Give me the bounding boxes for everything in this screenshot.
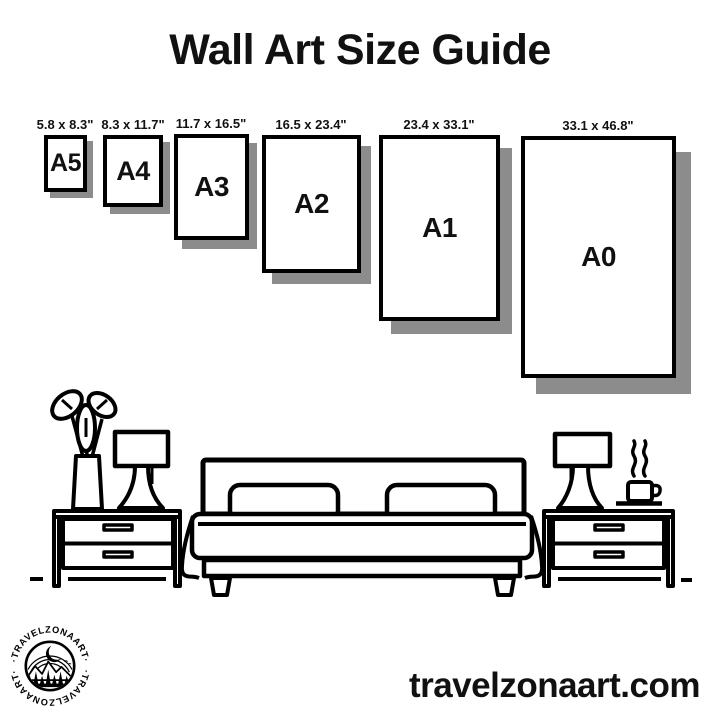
- brand-logo: [6, 620, 94, 712]
- drawer-handle-icon: [595, 525, 623, 530]
- size-letter-a2: A2: [294, 188, 329, 219]
- size-letter-a4: A4: [116, 155, 150, 186]
- size-letter-a0: A0: [581, 241, 616, 272]
- bed-icon: [182, 460, 542, 595]
- drawer-handle-icon: [104, 552, 132, 557]
- table-lamp-left-icon: [115, 432, 168, 508]
- size-dimension-label-a3: 11.7 x 16.5": [175, 116, 247, 131]
- size-dimension-label-a0: 33.1 x 46.8": [562, 118, 634, 133]
- vase-icon: [73, 456, 102, 509]
- floor-line: [30, 579, 692, 580]
- drawer-handle-icon: [104, 525, 132, 530]
- steam-icon: [633, 441, 636, 476]
- size-dimension-label-a1: 23.4 x 33.1": [403, 117, 475, 132]
- coffee-cup-icon: [616, 441, 662, 504]
- page-title: Wall Art Size Guide: [169, 26, 551, 74]
- logo-arc-text-top: ·TRAVELZONAART·: [8, 624, 92, 663]
- size-dimension-label-a4: 8.3 x 11.7": [101, 117, 165, 132]
- logo-arc-text-bottom: ·TRAVELZONAART·: [8, 669, 92, 708]
- bed-base-icon: [204, 560, 520, 576]
- table-lamp-right-icon: [555, 434, 610, 508]
- size-dimension-label-a5: 5.8 x 8.3": [36, 117, 94, 132]
- bed-leg-icon: [495, 578, 514, 595]
- bed-leg-icon: [211, 578, 230, 595]
- size-dimension-label-a2: 16.5 x 23.4": [275, 117, 347, 132]
- size-letter-a5: A5: [50, 149, 81, 177]
- drawer-handle-icon: [595, 552, 623, 557]
- size-letter-a1: A1: [422, 212, 457, 243]
- website-url: travelzonaart.com: [408, 666, 700, 705]
- nightstand-right-icon: [544, 511, 673, 586]
- nightstand-left-icon: [54, 511, 180, 586]
- size-letter-a3: A3: [194, 171, 229, 202]
- plant-icon: [47, 386, 120, 509]
- duvet-icon: [192, 514, 532, 558]
- steam-icon: [644, 441, 647, 476]
